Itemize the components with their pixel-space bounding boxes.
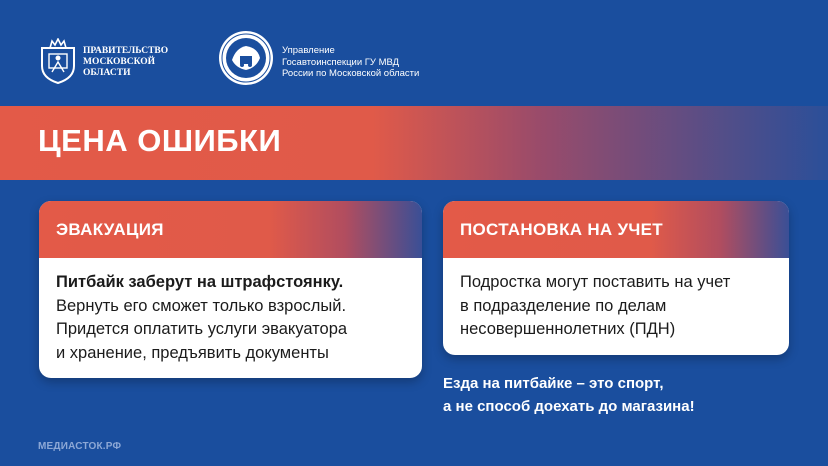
header xyxy=(0,0,828,108)
card-line: Подростка могут поставить на учет xyxy=(460,273,731,291)
card-body xyxy=(443,258,789,342)
card-line: и хранение, предъявить документы xyxy=(56,343,329,362)
card-line: Придется оплатить услуги эвакуатора xyxy=(56,320,348,338)
card-line: Вернуть его сможет только взрослый. xyxy=(56,296,347,315)
coat-of-arms-icon xyxy=(38,38,78,84)
slogan: Езда на питбайке – это спорт, а не способ доехать до магазина! xyxy=(443,375,695,415)
evacuation-card xyxy=(39,201,422,378)
card-header xyxy=(443,201,789,258)
traffic-police-emblem-icon xyxy=(218,30,274,86)
traffic-police-title: Управление Госавтоинспекции ГУ МВД России по Московской области xyxy=(282,45,420,79)
footer-source: МЕДИАСТОК.РФ xyxy=(38,441,122,452)
card-header xyxy=(39,201,422,258)
card-line: несовершеннолетних (ПДН) xyxy=(460,320,676,338)
government-title: ПРАВИТЕЛЬСТВО МОСКОВСКОЙ ОБЛАСТИ xyxy=(83,46,169,78)
card-title: ЭВАКУАЦИЯ xyxy=(56,220,164,239)
registration-card xyxy=(443,201,789,355)
card-body xyxy=(39,258,422,365)
card-lead: Питбайк заберут на штрафстоянку. xyxy=(56,273,344,291)
card-title: ПОСТАНОВКА НА УЧЕТ xyxy=(460,220,663,239)
page-title: ЦЕНА ОШИБКИ xyxy=(38,123,282,158)
card-line: в подразделение по делам xyxy=(460,296,667,315)
